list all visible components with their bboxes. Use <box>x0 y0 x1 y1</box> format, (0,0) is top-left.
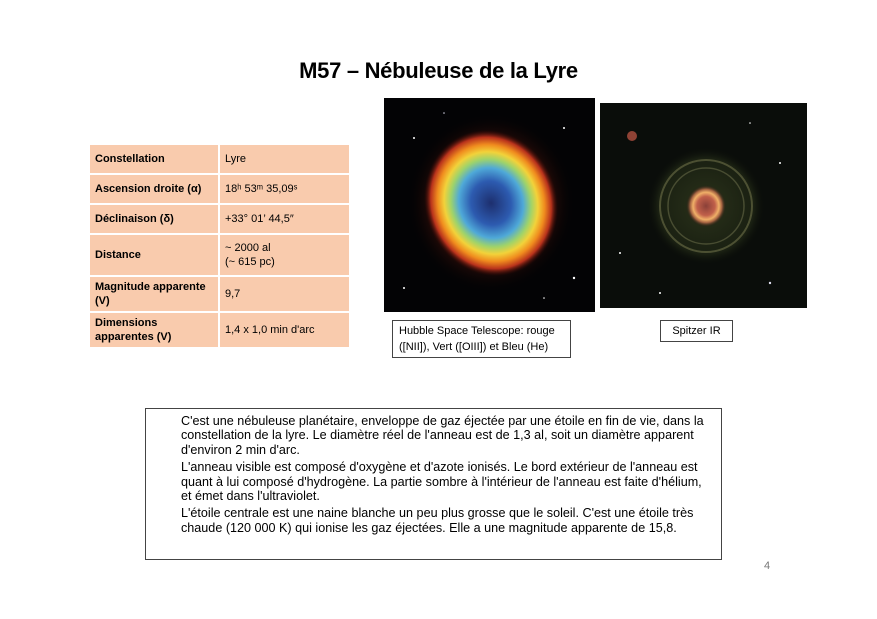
table-row <box>90 276 349 312</box>
row-value: 9,7 <box>219 276 349 312</box>
page-number: 4 <box>764 560 771 572</box>
description-paragraph: C'est une nébuleuse planétaire, enveloppe de gaz éjectée par une étoile en fin de vie, dans la constellation de la lyre. Le diamètre réel de l'anneau est de 1,3 al, soit un diamètre apparent d'environ 2 min d'arc. <box>181 414 704 457</box>
spitzer-caption: Spitzer IR <box>660 320 733 342</box>
description-paragraph: L'étoile centrale est une naine blanche un peu plus grosse que le soleil. C'est une étoile très chaude (120 000 K) qui ionise les gaz éjectées. Elle a une magnitude apparente de 15,8. <box>181 506 694 535</box>
page-title: M57 – Nébuleuse de la Lyre <box>299 58 578 83</box>
row-label: Constellation <box>90 145 219 174</box>
row-value: Lyre <box>219 145 349 174</box>
row-label: Déclinaison (δ) <box>90 204 219 234</box>
description-box <box>145 408 722 560</box>
row-label: Dimensions apparentes (V) <box>90 312 219 348</box>
row-label: Magnitude apparente (V) <box>90 276 219 312</box>
distance-al: ~ 2000 al <box>225 242 271 254</box>
row-value <box>219 234 349 276</box>
ring-nebula-infrared-image <box>600 103 807 308</box>
row-value: 1,4 x 1,0 min d'arc <box>219 312 349 348</box>
description-paragraph: L'anneau visible est composé d'oxygène et d'azote ionisés. Le bord extérieur de l'anneau est quant à lui composé d'hydrogène. La partie sombre à l'intérieur de l'anneau est faite d'hélium, et émet dans l'ultraviolet. <box>181 460 702 504</box>
table-row <box>90 312 349 348</box>
table-row <box>90 234 349 276</box>
ring-nebula-visible-image <box>384 98 595 312</box>
hubble-caption: Hubble Space Telescope: rouge ([NII]), Vert ([OIII]) et Bleu (He) <box>392 320 571 358</box>
spitzer-image <box>600 103 807 308</box>
table-row <box>90 174 349 204</box>
table-row <box>90 204 349 234</box>
table-row <box>90 145 349 174</box>
row-label: Distance <box>90 234 219 276</box>
row-label: Ascension droite (α) <box>90 174 219 204</box>
distance-pc: (~ 615 pc) <box>225 256 275 268</box>
properties-table <box>90 145 349 349</box>
row-value: +33° 01’ 44,5″ <box>219 204 349 234</box>
hubble-image <box>384 98 595 312</box>
row-value: 18ʰ 53ᵐ 35,09ˢ <box>219 174 349 204</box>
